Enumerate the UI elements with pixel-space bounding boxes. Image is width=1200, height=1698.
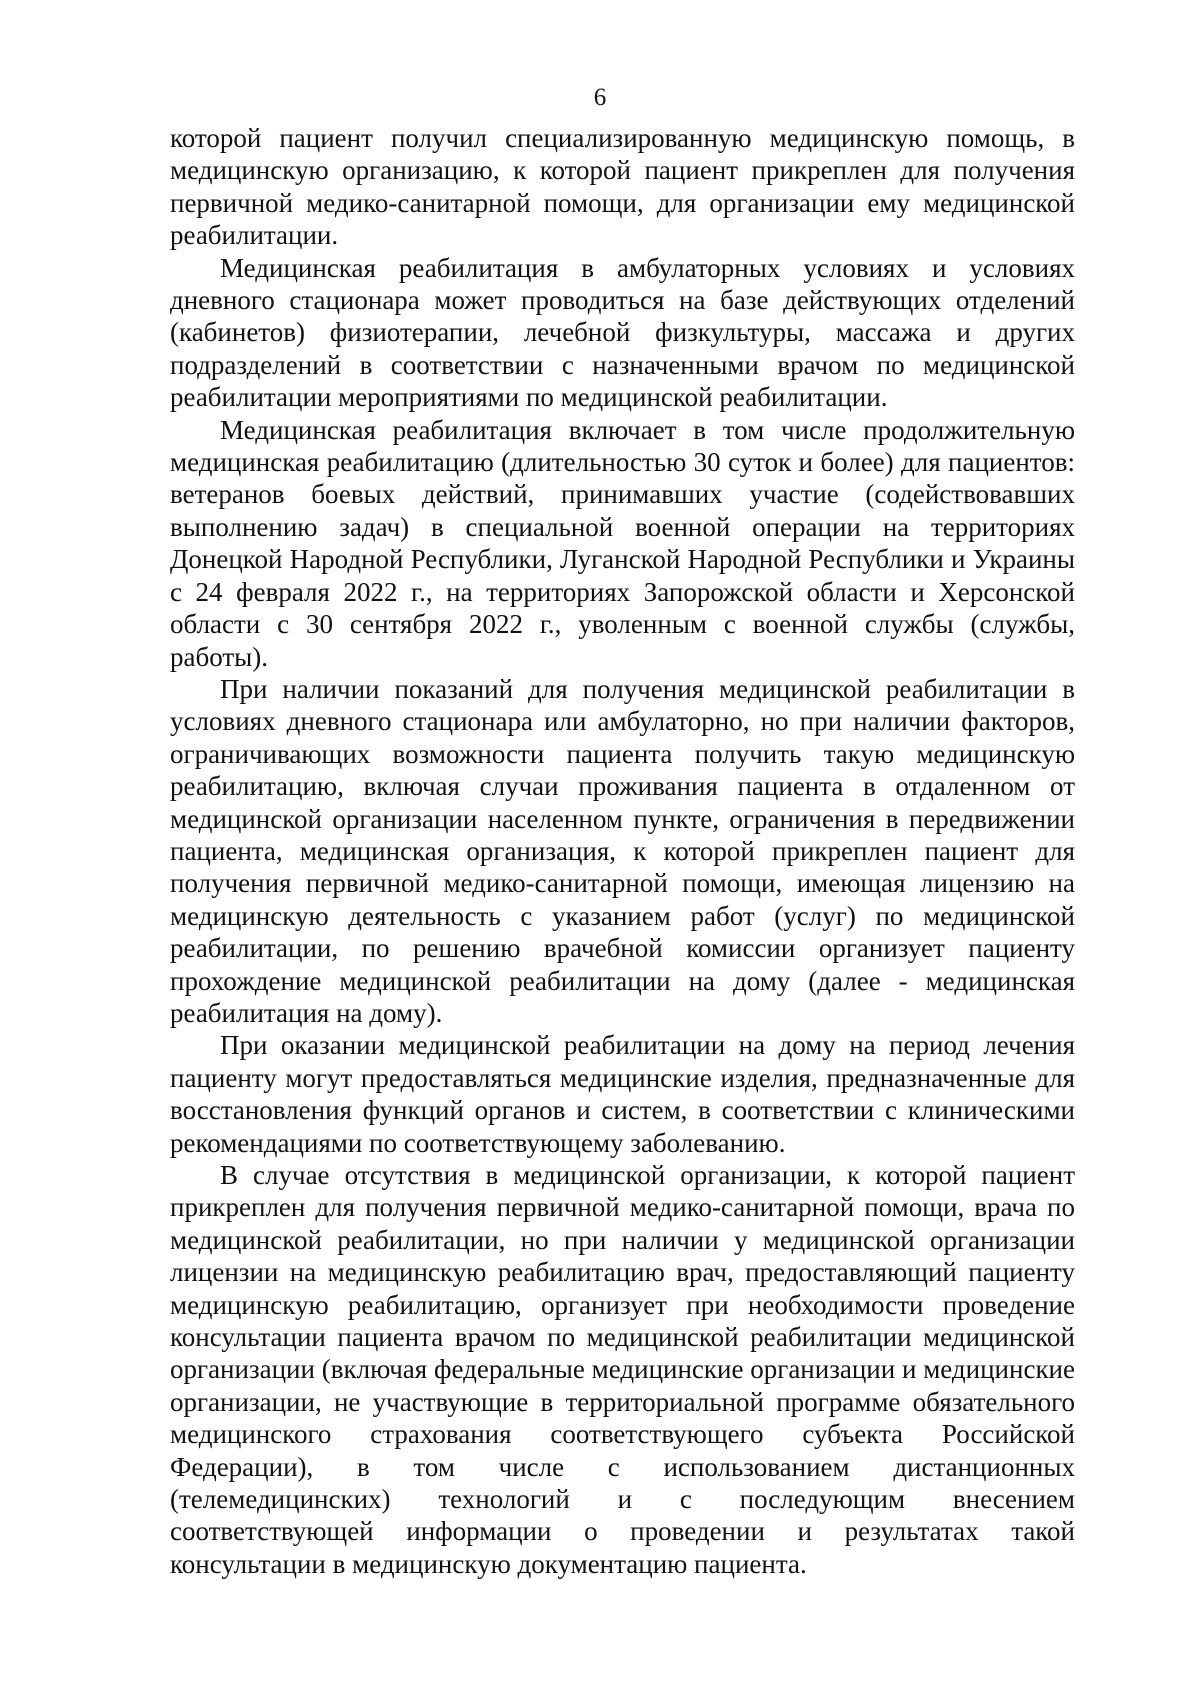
document-body [170, 122, 1075, 1580]
paragraph-home-rehabilitation: При наличии показаний для получения медицинской реабилитации в условиях дневного стационара или амбулаторно, но при наличии факторов, ограничивающих возможности пациента получить такую медицинскую реабилитацию, включая случаи проживания пациента в отдаленном от медицинской организации населенном пункте, ограничения в передвижении пациента, медицинская организация, к которой прикреплен пациент для получения первичной медико-санитарной помощи, имеющая лицензию на медицинскую деятельность с указанием работ (услуг) по медицинской реабилитации, по решению врачебной комиссии организует пациенту прохождение медицинской реабилитации на дому (далее - медицинская реабилитация на дому). [170, 673, 1075, 1028]
paragraph-ambulatory-rehabilitation: Медицинская реабилитация в амбулаторных условиях и условиях дневного стационара может проводиться на базе действующих отделений (кабинетов) физиотерапии, лечебной физкультуры, массажа и других подразделений в соответствии с назначенными врачом по медицинской реабилитации мероприятиями по медицинской реабилитации. [170, 252, 1075, 413]
paragraph-long-term-rehabilitation: Медицинская реабилитация включает в том числе продолжительную медицинская реабилитацию (длительностью 30 суток и более) для пациентов: ветеранов боевых действий, принимавших участие (содействовавших выполнению задач) в специальной военной операции на территориях Донецкой Народной Республики, Луганской Народной Республики и Украины с 24 февраля 2022 г., на территориях Запорожской области и Херсонской области с 30 сентября 2022 г., уволенным с военной службы (службы, работы). [170, 414, 1075, 672]
page-number: 6 [593, 84, 607, 111]
paragraph-continuation: которой пациент получил специализированную медицинскую помощь, в медицинскую организацию, к которой пациент прикреплен для получения первичной медико-санитарной помощи, для организации ему медицинской реабилитации. [170, 123, 1075, 251]
paragraph-consultation: В случае отсутствия в медицинской организации, к которой пациент прикреплен для получения первичной медико-санитарной помощи, врача по медицинской реабилитации, но при наличии у медицинской организации лицензии на медицинскую реабилитацию врач, предоставляющий пациенту медицинскую реабилитацию, организует при необходимости проведение консультации пациента врачом по медицинской реабилитации медицинской организации (включая федеральные медицинские организации и медицинские организации, не участвующие в территориальной программе обязательного медицинского страхования соответствующего субъекта Российской Федерации), в том числе с использованием дистанционных (телемедицинских) технологий и с последующим внесением соответствующей информации о проведении и результатах такой консультации в медицинскую документацию пациента. [170, 1160, 1075, 1579]
paragraph-medical-devices: При оказании медицинской реабилитации на дому на период лечения пациенту могут предоставляться медицинские изделия, предназначенные для восстановления функций органов и систем, в соответствии с клиническими рекомендациями по соответствующему заболеванию. [170, 1030, 1075, 1158]
